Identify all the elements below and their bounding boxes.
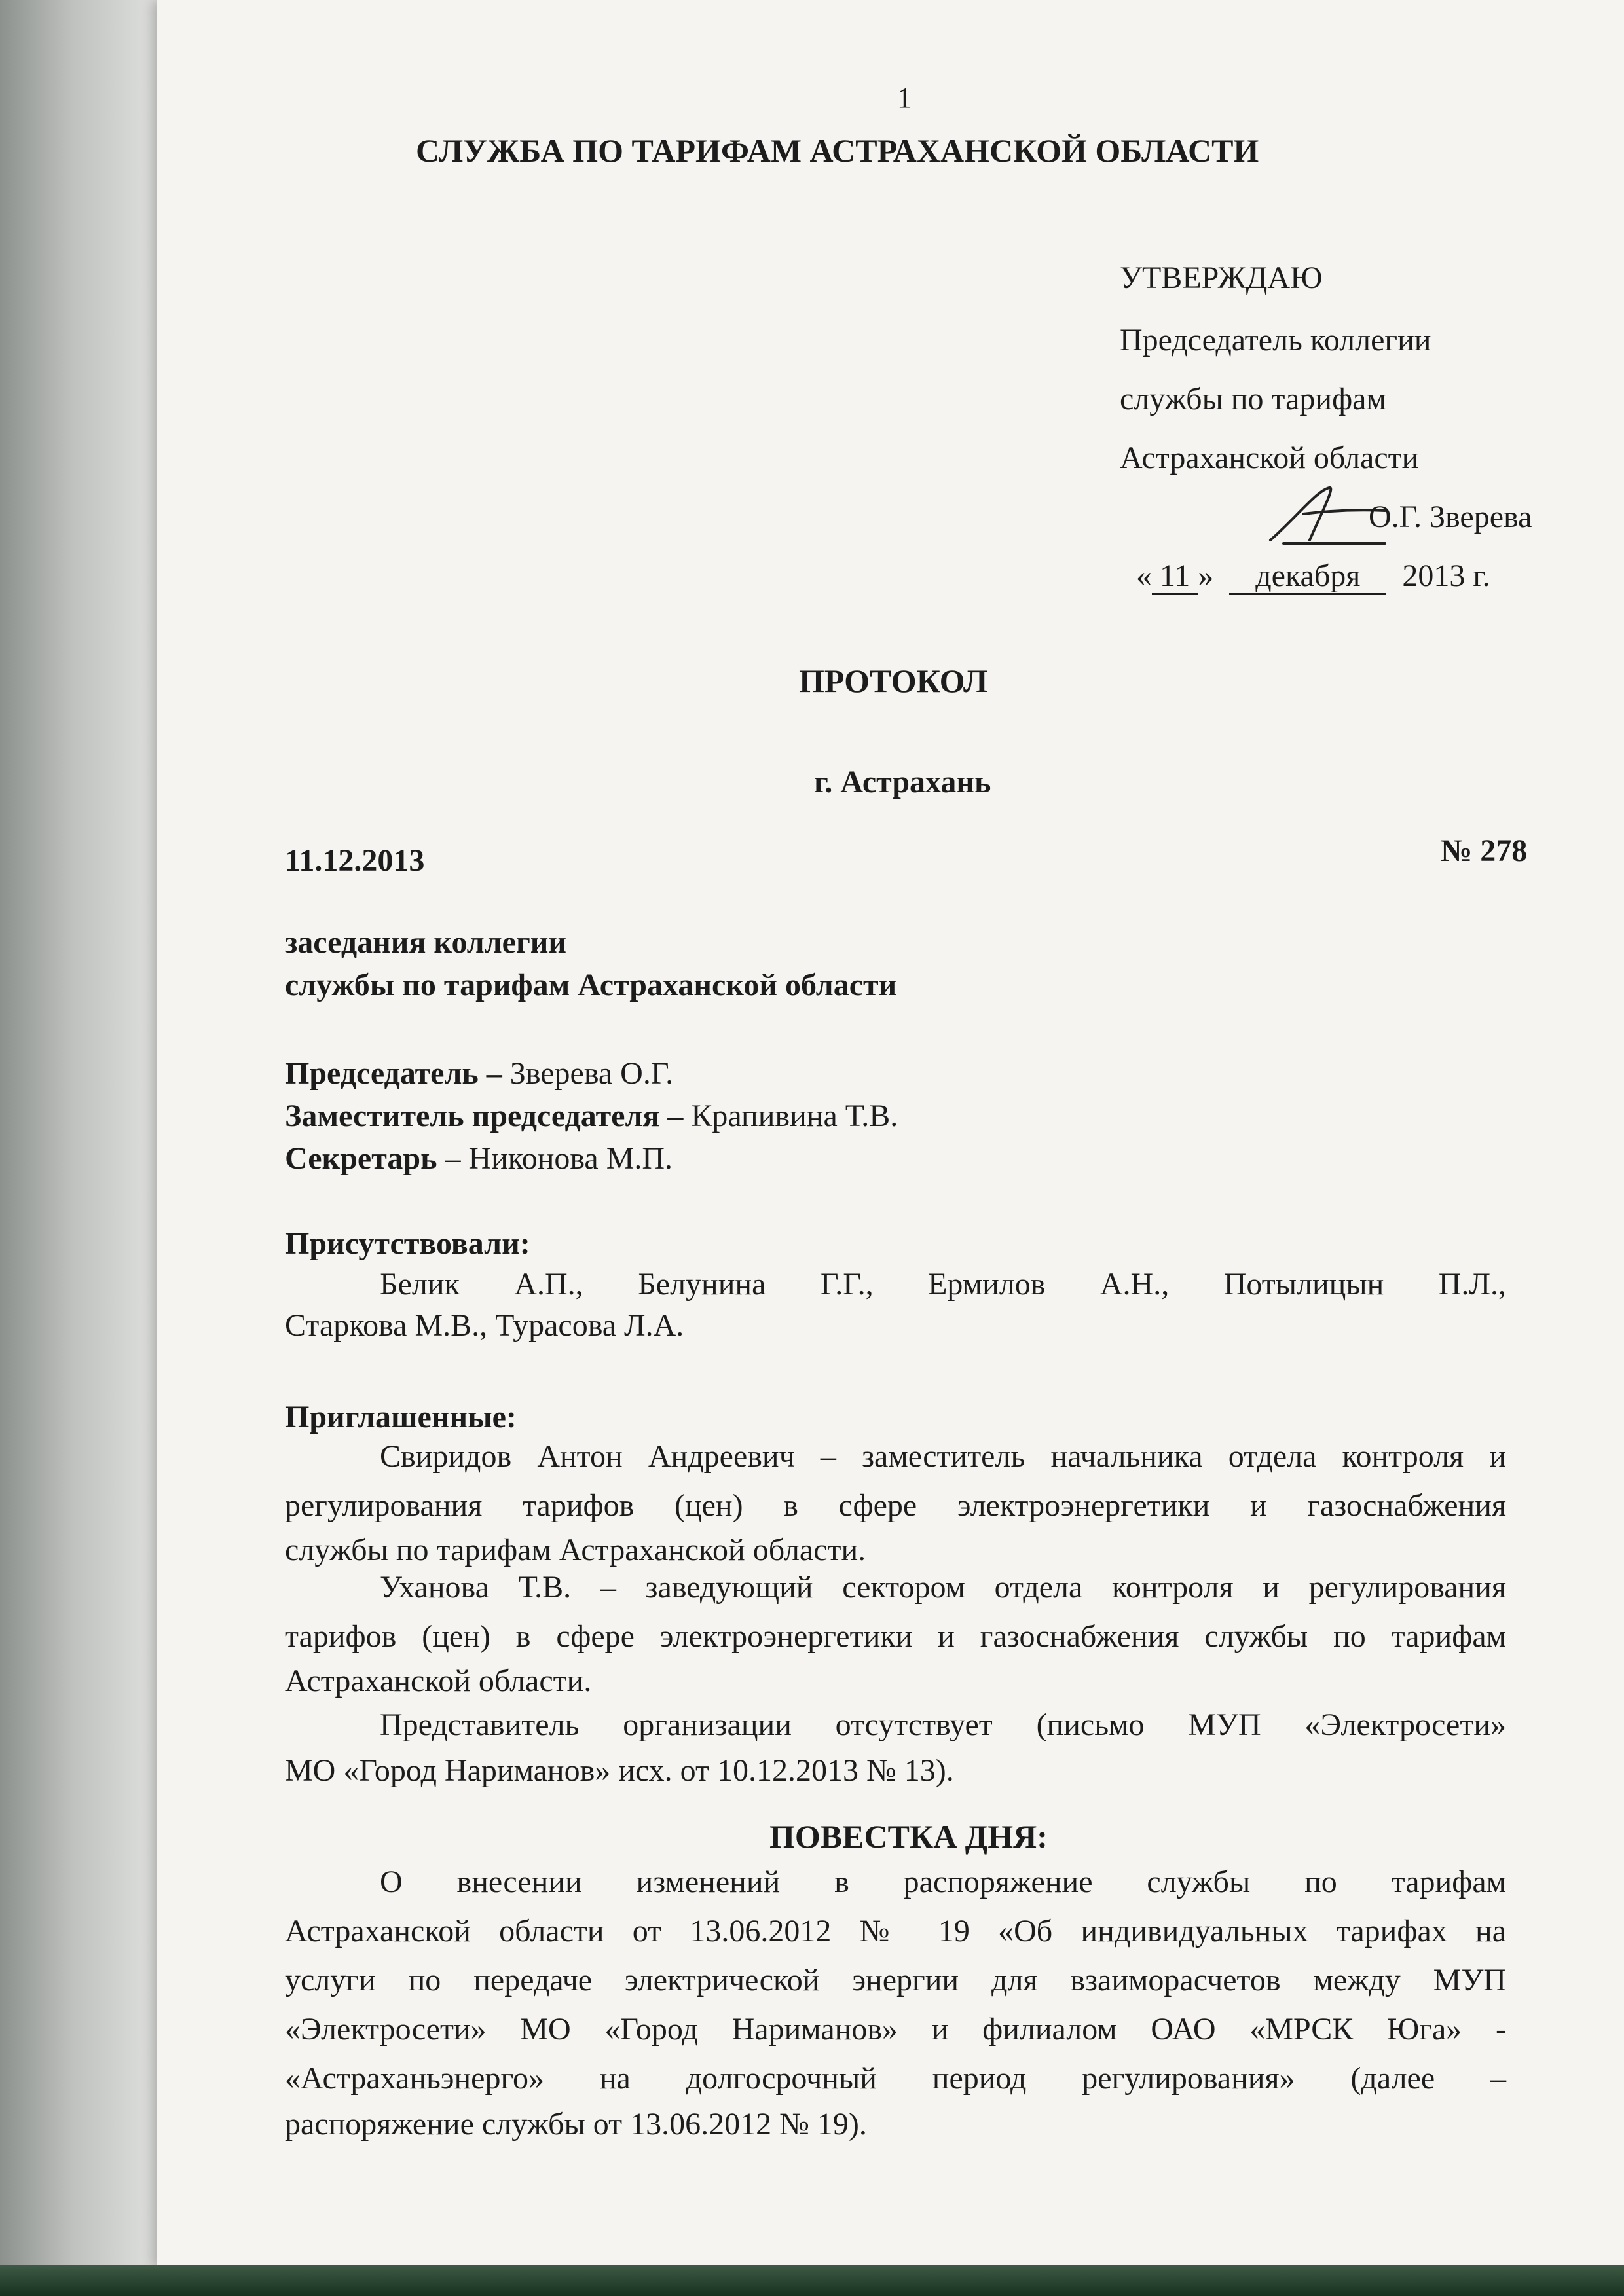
deputy-label: Заместитель председателя — [285, 1099, 660, 1133]
approver-position-line1: Председатель коллегии — [1120, 323, 1431, 357]
date-close-quote: » — [1198, 558, 1214, 593]
protocol-title: ПРОТОКОЛ — [799, 663, 988, 699]
document-content — [157, 0, 1624, 2269]
protocol-date: 11.12.2013 — [285, 843, 425, 878]
invited-p2-line3: Астраханской области. — [285, 1664, 592, 1698]
invited-p1-line2: регулирования тарифов (цен) в сфере электроэнергетики и газоснабжения — [285, 1488, 1506, 1523]
date-year: 2013 г. — [1402, 558, 1490, 593]
invited-p2-line1: Уханова Т.В. – заведующий сектором отдела контроля и регулирования — [380, 1570, 1506, 1605]
agenda-line3: услуги по передаче электрической энергии для взаиморасчетов между МУП — [285, 1963, 1506, 1997]
agenda-line1: О внесении изменений в распоряжение службы по тарифам — [380, 1865, 1506, 1899]
approver-position-line2: службы по тарифам — [1120, 382, 1386, 416]
secretary-line — [285, 1139, 673, 1178]
date-open-quote: « — [1136, 558, 1152, 593]
approve-word: УТВЕРЖДАЮ — [1120, 261, 1323, 295]
chair-line — [285, 1054, 673, 1093]
agenda-line5: «Астраханьэнерго» на долгосрочный период регулирования» (далее – — [285, 2061, 1506, 2096]
approver-position-line3: Астраханской области — [1120, 441, 1419, 475]
secretary-label: Секретарь — [285, 1141, 437, 1176]
invited-p2-line2: тарифов (цен) в сфере электроэнергетики и газоснабжения службы по тарифам — [285, 1619, 1506, 1654]
invited-label: Приглашенные: — [285, 1400, 517, 1434]
chair-label: Председатель – — [285, 1056, 502, 1091]
deputy-line — [285, 1097, 898, 1136]
invited-p3-line1: Представитель организации отсутствует (письмо МУП «Электросети» — [380, 1707, 1506, 1742]
invited-p1-line1: Свиридов Антон Андреевич – заместитель начальника отдела контроля и — [380, 1439, 1506, 1474]
scan-bottom-edge — [0, 2265, 1624, 2296]
present-line1: Белик А.П., Белунина Г.Г., Ермилов А.Н., Потылицын П.Л., — [380, 1267, 1506, 1302]
scan-left-margin — [0, 0, 164, 2296]
present-label: Присутствовали: — [285, 1226, 530, 1261]
subtitle-line2: службы по тарифам Астраханской области — [285, 968, 897, 1002]
approval-date — [1136, 556, 1490, 596]
chair-name: Зверева О.Г. — [502, 1056, 674, 1091]
date-month: декабря — [1229, 558, 1386, 595]
secretary-name: – Никонова М.П. — [437, 1141, 673, 1176]
subtitle-line1: заседания коллегии — [285, 925, 567, 960]
page-number: 1 — [897, 82, 912, 114]
signer-name: О.Г. Зверева — [1369, 500, 1532, 534]
agenda-line4: «Электросети» МО «Город Нариманов» и филиалом ОАО «МРСК Юга» - — [285, 2012, 1506, 2047]
present-line2: Старкова М.В., Турасова Л.А. — [285, 1308, 684, 1343]
org-title: СЛУЖБА ПО ТАРИФАМ АСТРАХАНСКОЙ ОБЛАСТИ — [416, 132, 1259, 169]
deputy-name: – Крапивина Т.В. — [659, 1099, 898, 1133]
date-day: 11 — [1152, 558, 1198, 595]
agenda-line6: распоряжение службы от 13.06.2012 № 19). — [285, 2107, 867, 2141]
document-page — [157, 0, 1624, 2269]
invited-p3-line2: МО «Город Нариманов» исх. от 10.12.2013 № 13). — [285, 1753, 954, 1788]
agenda-title: ПОВЕСТКА ДНЯ: — [769, 1818, 1048, 1855]
agenda-line2: Астраханской области от 13.06.2012 № 19 «Об индивидуальных тарифах на — [285, 1914, 1506, 1948]
invited-p1-line3: службы по тарифам Астраханской области. — [285, 1533, 866, 1567]
protocol-city: г. Астрахань — [814, 765, 991, 799]
protocol-number: № 278 — [1441, 833, 1528, 868]
